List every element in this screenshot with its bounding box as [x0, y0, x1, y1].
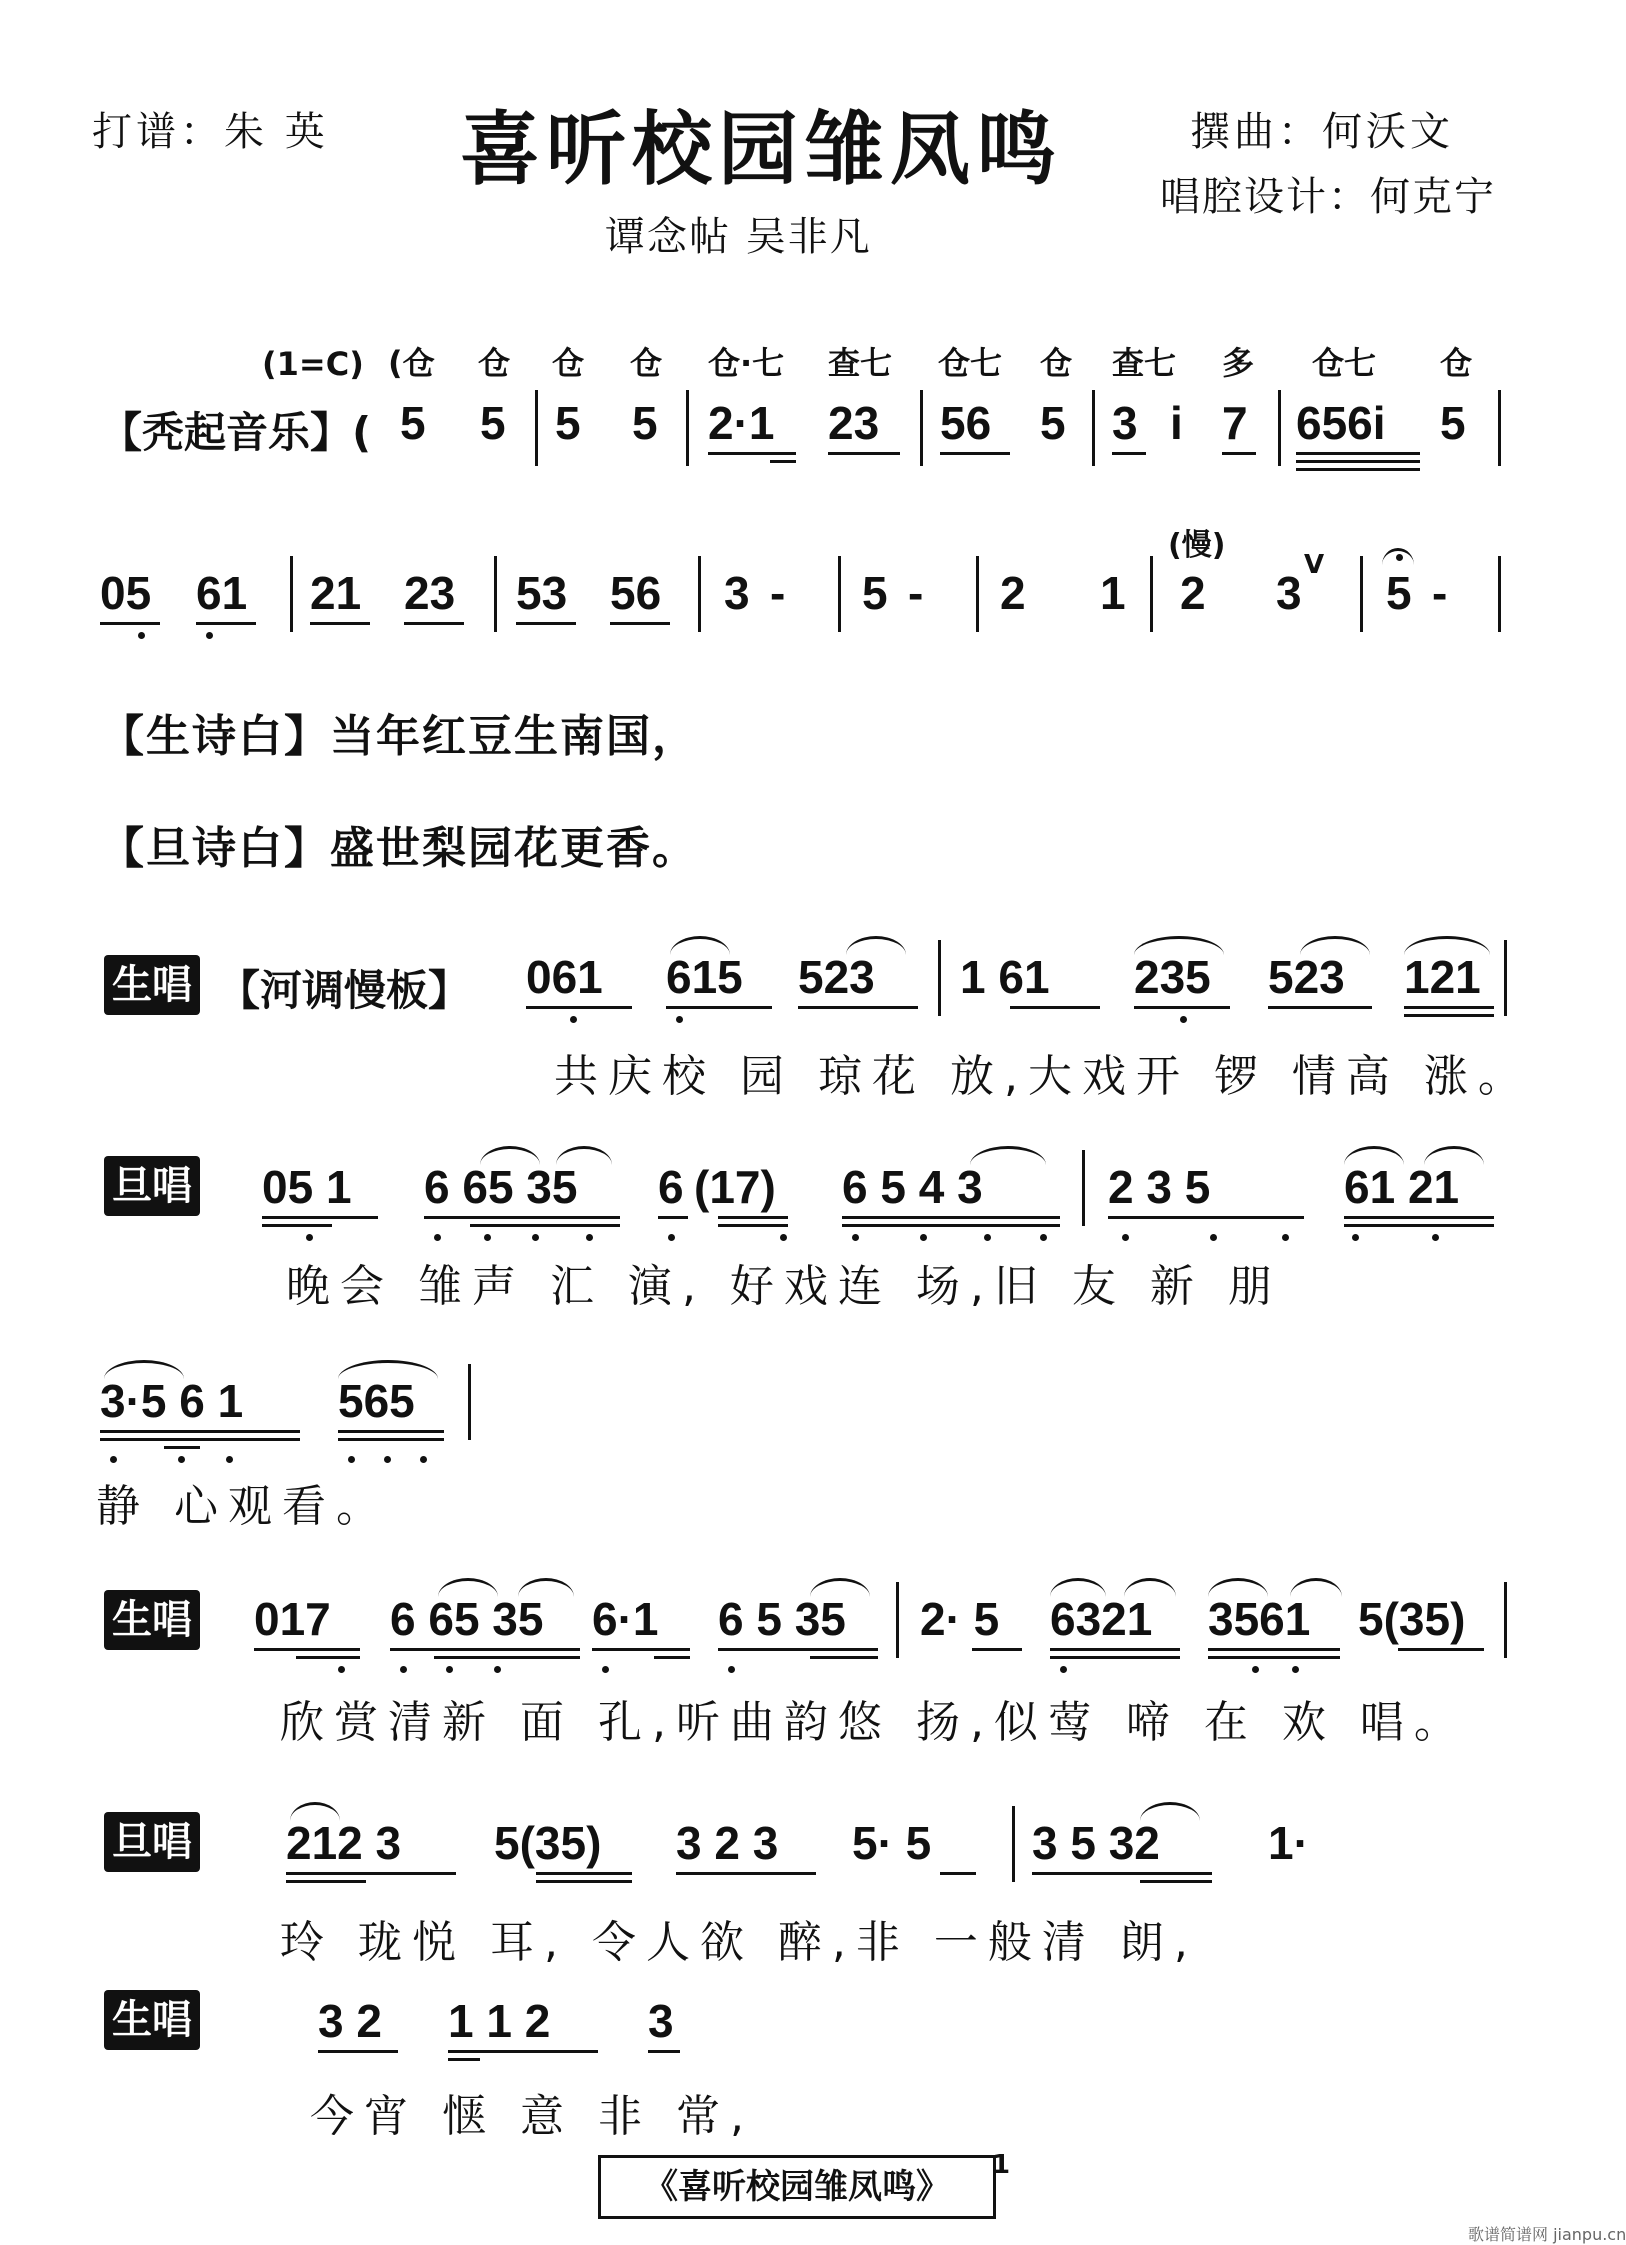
slur	[518, 1578, 574, 1597]
perc-5: 仓·七	[708, 344, 785, 382]
underline	[448, 2058, 480, 2061]
slur	[556, 1146, 612, 1165]
note: 6 65 35	[424, 1161, 578, 1213]
note: 6 65 35	[390, 1593, 544, 1645]
underline	[1010, 1006, 1100, 1009]
underline	[1268, 1006, 1372, 1009]
underline	[666, 1006, 772, 1009]
low-dot	[1432, 1234, 1439, 1241]
low-dot	[532, 1234, 539, 1241]
slur	[1424, 1146, 1484, 1165]
low-dot	[586, 1234, 593, 1241]
note: 5	[1440, 397, 1466, 449]
low-dot	[852, 1234, 859, 1241]
underline	[798, 1006, 918, 1009]
note: 6·1	[592, 1593, 659, 1645]
note: 3561	[1208, 1593, 1311, 1645]
note: 5	[480, 397, 506, 449]
tempo-mark: (慢)	[1168, 528, 1226, 563]
underline	[516, 622, 576, 625]
note: 121	[1404, 951, 1481, 1003]
underline	[254, 1648, 360, 1651]
low-dot	[494, 1666, 501, 1673]
barline	[920, 390, 923, 466]
perc-11: 仓七	[1312, 344, 1377, 382]
dash: -	[1432, 567, 1448, 619]
barline	[698, 556, 701, 632]
underline	[972, 1648, 1022, 1651]
underline	[338, 1438, 444, 1441]
underline	[842, 1224, 1060, 1227]
note: 2	[1000, 567, 1026, 619]
note: 21	[310, 567, 362, 619]
dan-poem: 【旦诗白】盛世梨园花更香。	[100, 823, 698, 874]
low-dot	[206, 632, 213, 639]
barline	[1278, 390, 1281, 466]
lyrics-line: 今宵 惬 意 非 常,	[310, 2091, 754, 2142]
note: 3	[648, 1995, 674, 2047]
slur	[1124, 1578, 1176, 1597]
barline	[1360, 556, 1363, 632]
perc-3: 仓	[552, 344, 585, 382]
barline	[1498, 390, 1501, 466]
barline	[1498, 556, 1501, 632]
underline	[338, 1430, 444, 1433]
barline	[1504, 1582, 1507, 1658]
note: 5	[400, 397, 426, 449]
low-dot	[1180, 1016, 1187, 1023]
perc-8: 仓	[1040, 344, 1073, 382]
low-dot	[1040, 1234, 1047, 1241]
low-dot	[676, 1016, 683, 1023]
low-dot	[446, 1666, 453, 1673]
note: 523	[1268, 951, 1345, 1003]
underline	[1296, 452, 1420, 455]
low-dot	[1060, 1666, 1067, 1673]
vocal-design-credit: 唱腔设计：何克宁	[1160, 174, 1496, 220]
note: 56	[610, 567, 662, 619]
note: 5	[1386, 567, 1412, 619]
low-dot	[1292, 1666, 1299, 1673]
note: 6	[658, 1161, 684, 1213]
transcriber-credit: 打谱：朱 英	[92, 109, 329, 155]
note: 5· 5	[852, 1817, 932, 1869]
note: 5	[1040, 397, 1066, 449]
key-signature: (1=C)	[262, 345, 364, 383]
note: 05	[100, 567, 152, 619]
barline	[1504, 940, 1507, 1016]
note: 212 3	[286, 1817, 402, 1869]
slur	[1290, 1578, 1342, 1597]
singer-badge: 生唱	[104, 955, 200, 1015]
perc-6: 查七	[828, 344, 893, 382]
slur	[1208, 1578, 1268, 1597]
watermark: 歌谱简谱网 jianpu.cn	[1468, 2225, 1626, 2244]
note: 2· 5	[920, 1593, 1000, 1645]
underline	[526, 1006, 632, 1009]
note: 235	[1134, 951, 1211, 1003]
dash: -	[770, 567, 786, 619]
underline	[828, 452, 900, 455]
underline	[1296, 460, 1420, 463]
barline	[838, 556, 841, 632]
underline	[1344, 1216, 1494, 1219]
low-dot	[434, 1234, 441, 1241]
note: 5(35)	[494, 1817, 602, 1869]
note: i	[1170, 397, 1183, 449]
underline	[286, 1872, 456, 1875]
barline	[1092, 390, 1095, 466]
barline	[535, 390, 538, 466]
low-dot	[338, 1666, 345, 1673]
underline	[1208, 1656, 1340, 1659]
underline	[770, 460, 796, 463]
perc-10: 多	[1222, 344, 1255, 382]
slur	[104, 1360, 184, 1379]
note: 1 1 2	[448, 1995, 551, 2047]
underline	[648, 2050, 680, 2053]
dash: -	[908, 567, 924, 619]
perc-9: 查七	[1112, 344, 1177, 382]
underline	[1032, 1872, 1212, 1875]
performers-credit: 谭念帖 吴非凡	[605, 214, 872, 260]
singer-badge: 生唱	[104, 1590, 200, 1650]
low-dot	[570, 1016, 577, 1023]
note: 017	[254, 1593, 331, 1645]
note: 1	[1100, 567, 1126, 619]
barline	[1150, 556, 1153, 632]
lyrics-line: 共庆校 园 琼花 放,大戏开 锣 情高 涨。	[554, 1051, 1532, 1102]
perc-4: 仓	[630, 344, 663, 382]
underline	[1108, 1216, 1304, 1219]
underline	[1398, 1648, 1484, 1651]
note: 5(35)	[1358, 1593, 1466, 1645]
low-dot	[226, 1456, 233, 1463]
slur	[970, 1146, 1046, 1165]
underline	[262, 1216, 378, 1219]
fermata-dot	[1396, 554, 1403, 561]
low-dot	[780, 1234, 787, 1241]
low-dot	[1352, 1234, 1359, 1241]
barline	[494, 556, 497, 632]
underline	[310, 622, 370, 625]
low-dot	[920, 1234, 927, 1241]
low-dot	[728, 1666, 735, 1673]
page-title: 喜听校园雏凤鸣	[460, 102, 1062, 196]
low-dot	[1252, 1666, 1259, 1673]
note: 2 3 5	[1108, 1161, 1211, 1213]
slur	[810, 1578, 870, 1597]
lyrics-line: 玲 珑悦 耳, 令人欲 醉,非 一般清 朗,	[280, 1917, 1198, 1968]
underline	[424, 1216, 620, 1219]
note: 7	[1222, 397, 1248, 449]
note: 3 5 32	[1032, 1817, 1160, 1869]
underline	[286, 1880, 366, 1883]
underline	[196, 622, 256, 625]
underline	[390, 1648, 580, 1651]
composer-credit: 撰曲：何沃文	[1190, 109, 1454, 155]
tempo-label: 【河调慢板】	[218, 966, 471, 1015]
note: 3·5 6 1	[100, 1375, 244, 1427]
slur	[338, 1360, 438, 1379]
underline	[1404, 1014, 1494, 1017]
slur	[1050, 1578, 1106, 1597]
low-dot	[400, 1666, 407, 1673]
singer-badge: 旦唱	[104, 1812, 200, 1872]
underline	[404, 622, 464, 625]
note: 565	[338, 1375, 415, 1427]
underline	[1208, 1648, 1340, 1651]
singer-badge: 旦唱	[104, 1156, 200, 1216]
note: 53	[516, 567, 568, 619]
slur	[480, 1146, 540, 1165]
barline	[1012, 1806, 1015, 1882]
note: 6 5 4 3	[842, 1161, 983, 1213]
underline	[658, 1216, 688, 1219]
sheng-poem: 【生诗白】当年红豆生南国，	[100, 711, 698, 762]
note: 23	[828, 397, 880, 449]
note: 6321	[1050, 1593, 1153, 1645]
underline	[164, 1446, 200, 1449]
underline	[940, 1872, 976, 1875]
slur	[1140, 1802, 1200, 1821]
note: 2	[1180, 567, 1206, 619]
note: 061	[526, 951, 603, 1003]
note: 5	[555, 397, 581, 449]
underline	[592, 1648, 690, 1651]
slur	[846, 936, 906, 955]
underline	[1134, 1006, 1230, 1009]
underline	[810, 1656, 878, 1659]
underline	[940, 452, 1010, 455]
low-dot	[668, 1234, 675, 1241]
perc-7: 仓七	[938, 344, 1003, 382]
low-dot	[110, 1456, 117, 1463]
lyrics-line: 晚会 雏声 汇 演, 好戏连 场,旧 友 新 朋	[286, 1261, 1282, 1312]
note: 3	[1276, 567, 1302, 619]
low-dot	[484, 1234, 491, 1241]
underline	[1404, 1006, 1494, 1009]
underline	[262, 1224, 332, 1227]
underline	[1296, 468, 1420, 471]
note: 523	[798, 951, 875, 1003]
underline	[296, 1656, 360, 1659]
note: 3	[1112, 397, 1138, 449]
low-dot	[306, 1234, 313, 1241]
low-dot	[1210, 1234, 1217, 1241]
underline	[470, 1224, 620, 1227]
perc-1: (仓	[388, 344, 435, 382]
underline	[536, 1872, 632, 1875]
underline	[718, 1216, 788, 1219]
note: 1·	[1268, 1817, 1309, 1869]
lyrics-line: 欣赏清新 面 孔,听曲韵悠 扬,似莺 啼 在 欢 唱。	[280, 1697, 1468, 1748]
breath-mark: V	[1304, 550, 1325, 580]
underline	[434, 1656, 580, 1659]
note: 56	[940, 397, 992, 449]
perc-12: 仓	[1440, 344, 1473, 382]
barline	[896, 1582, 899, 1658]
slur	[1404, 936, 1490, 955]
note: 6 5 35	[718, 1593, 846, 1645]
barline	[976, 556, 979, 632]
underline	[1050, 1648, 1180, 1651]
low-dot	[602, 1666, 609, 1673]
slur	[670, 936, 730, 955]
underline	[708, 452, 796, 455]
low-dot	[984, 1234, 991, 1241]
note: 5	[632, 397, 658, 449]
lyrics-line: 静 心观看。	[96, 1481, 390, 1532]
underline	[100, 622, 160, 625]
note: 61 21	[1344, 1161, 1460, 1213]
low-dot	[1122, 1234, 1129, 1241]
note: 1 61	[960, 951, 1050, 1003]
underline	[318, 2050, 398, 2053]
note: 23	[404, 567, 456, 619]
barline	[1082, 1150, 1085, 1226]
low-dot	[178, 1456, 185, 1463]
intro-label: 【秃起音乐】(	[100, 408, 372, 457]
underline	[100, 1430, 300, 1433]
underline	[718, 1648, 878, 1651]
footer-title: 《喜听校园雏凤鸣》	[598, 2155, 996, 2219]
barline	[686, 390, 689, 466]
perc-2: 仓	[478, 344, 511, 382]
low-dot	[138, 632, 145, 639]
low-dot	[348, 1456, 355, 1463]
note: 2·1	[708, 397, 775, 449]
singer-badge: 生唱	[104, 1990, 200, 2050]
page-number: 1	[992, 2150, 1011, 2180]
barline	[468, 1364, 471, 1440]
slur	[438, 1578, 498, 1597]
note: 5	[862, 567, 888, 619]
underline	[718, 1224, 788, 1227]
note: 61	[196, 567, 248, 619]
underline	[1222, 452, 1256, 455]
underline	[1344, 1224, 1494, 1227]
note: (17)	[694, 1161, 776, 1213]
note: 3	[724, 567, 750, 619]
underline	[100, 1438, 300, 1441]
note: 05 1	[262, 1161, 352, 1213]
barline	[938, 940, 941, 1016]
low-dot	[384, 1456, 391, 1463]
note: 3 2 3	[676, 1817, 779, 1869]
underline	[448, 2050, 598, 2053]
underline	[1112, 452, 1146, 455]
note: 3 2	[318, 1995, 382, 2047]
underline	[676, 1872, 816, 1875]
slur	[1134, 936, 1224, 955]
slur	[1344, 1146, 1404, 1165]
note: 656i	[1296, 397, 1386, 449]
slur	[290, 1802, 340, 1821]
slur	[1300, 936, 1370, 955]
underline	[842, 1216, 1060, 1219]
low-dot	[1282, 1234, 1289, 1241]
underline	[1140, 1880, 1212, 1883]
barline	[290, 556, 293, 632]
note: 615	[666, 951, 743, 1003]
underline	[536, 1880, 632, 1883]
underline	[654, 1656, 690, 1659]
underline	[610, 622, 670, 625]
low-dot	[420, 1456, 427, 1463]
underline	[1050, 1656, 1180, 1659]
